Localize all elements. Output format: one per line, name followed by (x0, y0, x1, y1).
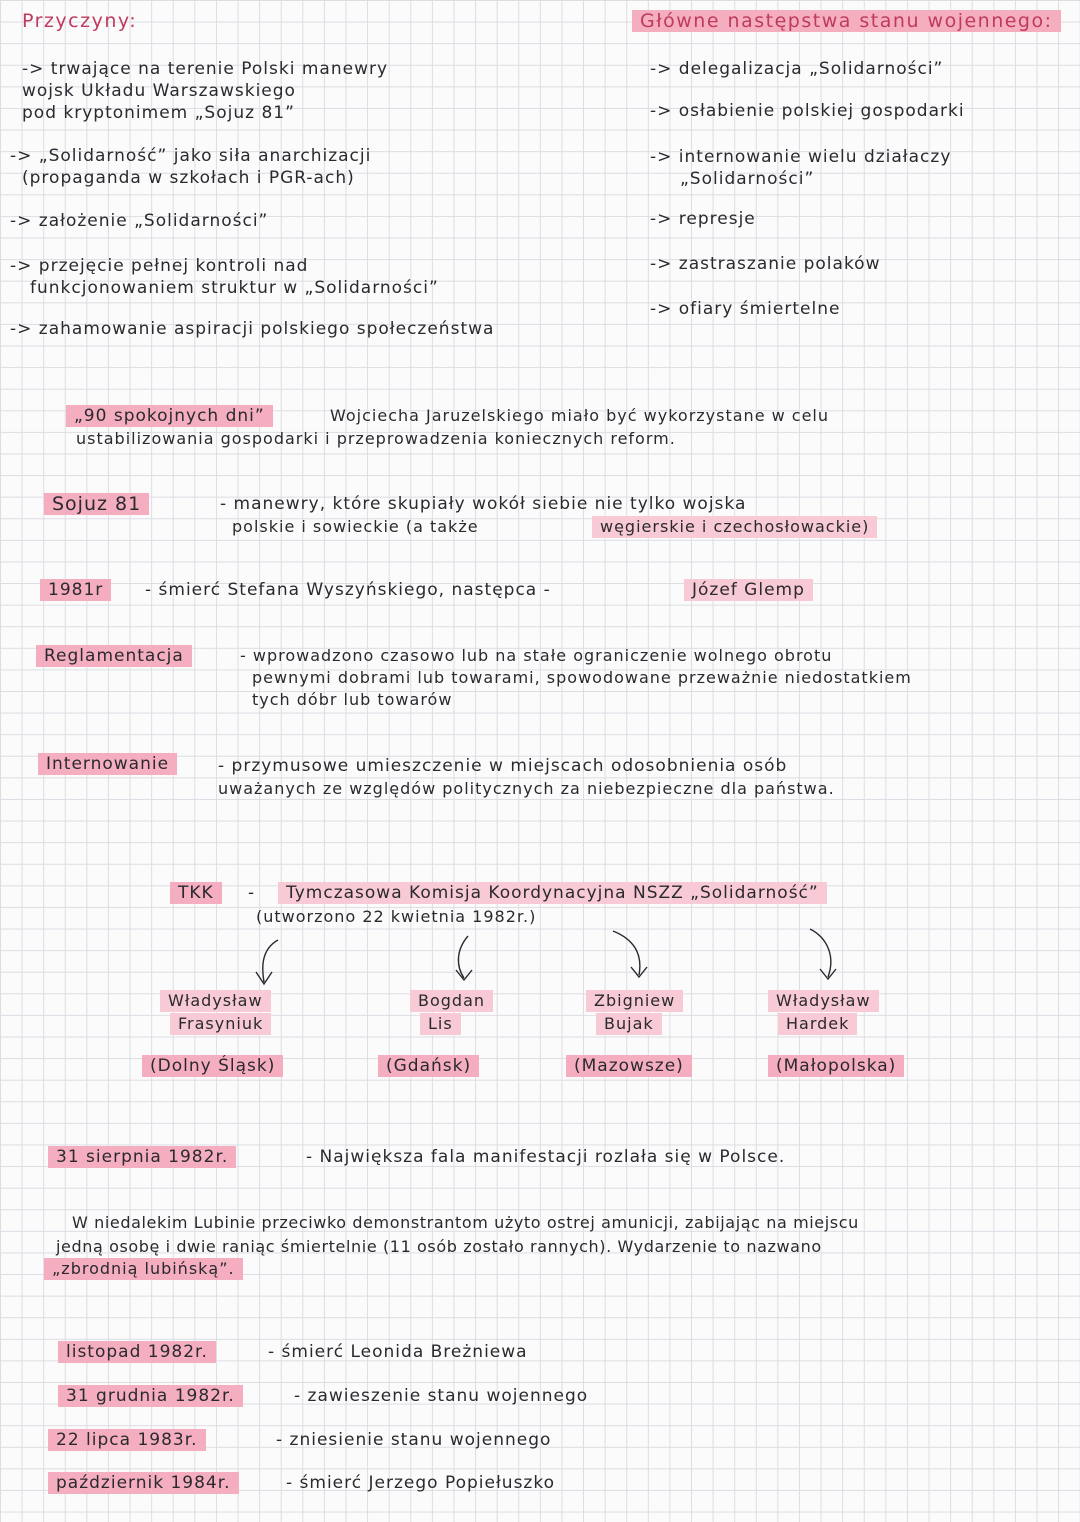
internowanie-line-1: - przymusowe umieszczenie w miejscach odosobnienia osób (218, 756, 788, 776)
timeline-4-date: październik 1984r. (48, 1472, 239, 1494)
effect-4: -> represje (650, 209, 756, 229)
cause-5: -> zahamowanie aspiracji polskiego społeczeństwa (10, 319, 495, 339)
ninety-days-line-2: ustabilizowania gospodarki i przeprowadzenia koniecznych reform. (76, 429, 676, 448)
leader-1-region: (Dolny Śląsk) (142, 1055, 283, 1077)
timeline-3-date: 22 lipca 1983r. (48, 1429, 206, 1451)
leader-2-region: (Gdańsk) (378, 1055, 479, 1077)
cause-3: -> założenie „Solidarności” (10, 211, 269, 231)
lubin-term: „zbrodnią lubińską”. (44, 1258, 243, 1280)
causes-heading: Przyczyny: (22, 10, 138, 32)
y1981-successor: Józef Glemp (684, 579, 813, 601)
effect-2: -> osłabienie polskiej gospodarki (650, 101, 965, 121)
tkk-full: Tymczasowa Komisja Koordynacyjna NSZZ „Solidarność” (278, 882, 827, 904)
leader-3-region: (Mazowsze) (566, 1055, 692, 1077)
cause-1-line-3: pod kryptonimem „Sojuz 81” (22, 103, 295, 123)
timeline-2-text: - zawieszenie stanu wojennego (294, 1386, 589, 1406)
sojuz-line-2b: węgierskie i czechosłowackie) (592, 516, 877, 538)
timeline-2-date: 31 grudnia 1982r. (58, 1385, 243, 1407)
y1981-term: 1981r (40, 579, 111, 601)
tkk-arrow-1 (240, 930, 290, 990)
aug31-date: 31 sierpnia 1982r. (48, 1146, 236, 1168)
cause-4-line-2: funkcjonowaniem struktur w „Solidarności” (30, 278, 439, 298)
effects-heading: Główne następstwa stanu wojennego: (632, 10, 1061, 32)
lubin-line-2: jedną osobę i dwie raniąc śmiertelnie (11 osób zostało rannych). Wydarzenie to nazwano (56, 1237, 822, 1256)
reglamentacja-line-2: pewnymi dobrami lub towarami, spowodowane przeważnie niedostatkiem (252, 668, 912, 687)
leader-1-last: Frasyniuk (170, 1013, 271, 1035)
leader-2-last: Lis (420, 1013, 461, 1035)
cause-2-line-2: (propaganda w szkołach i PGR-ach) (22, 168, 355, 188)
leader-4-region: (Małopolska) (768, 1055, 904, 1077)
effect-3-line-1: -> internowanie wielu działaczy (650, 147, 952, 167)
leader-3-first: Zbigniew (586, 990, 683, 1012)
internowanie-term: Internowanie (38, 753, 177, 775)
timeline-1-text: - śmierć Leonida Breżniewa (268, 1342, 528, 1362)
timeline-3-text: - zniesienie stanu wojennego (276, 1430, 552, 1450)
effect-1: -> delegalizacja „Solidarności” (650, 59, 944, 79)
sojuz-line-2a: polskie i sowieckie (a także (232, 517, 479, 536)
effect-6: -> ofiary śmiertelne (650, 299, 841, 319)
ninety-days-term: „90 spokojnych dni” (66, 405, 273, 427)
cause-1-line-2: wojsk Układu Warszawskiego (22, 81, 296, 101)
reglamentacja-term: Reglamentacja (36, 645, 192, 667)
tkk-dash: - (248, 883, 256, 903)
leader-4-last: Hardek (778, 1013, 857, 1035)
cause-2-line-1: -> „Solidarność” jako siła anarchizacji (10, 146, 372, 166)
sojuz-line-1: - manewry, które skupiały wokół siebie nie tylko wojska (220, 494, 747, 514)
cause-1-line-1: -> trwające na terenie Polski manewry (22, 59, 389, 79)
tkk-created: (utworzono 22 kwietnia 1982r.) (256, 907, 537, 926)
tkk-arrow-3 (605, 925, 655, 985)
sojuz-term: Sojuz 81 (44, 493, 149, 515)
timeline-1-date: listopad 1982r. (58, 1341, 216, 1363)
leader-2-first: Bogdan (410, 990, 493, 1012)
reglamentacja-line-1: - wprowadzono czasowo lub na stałe ograniczenie wolnego obrotu (240, 646, 833, 665)
tkk-arrow-4 (800, 925, 850, 985)
tkk-arrow-2 (440, 930, 490, 990)
lubin-line-1: W niedalekim Lubinie przeciwko demonstrantom użyto ostrej amunicji, zabijając na miejscu (72, 1213, 859, 1232)
y1981-text: - śmierć Stefana Wyszyńskiego, następca - (145, 580, 551, 600)
effect-3-line-2: „Solidarności” (680, 169, 815, 189)
leader-4-first: Władysław (768, 990, 879, 1012)
tkk-abbr: TKK (170, 882, 222, 904)
leader-1-first: Władysław (160, 990, 271, 1012)
cause-4-line-1: -> przejęcie pełnej kontroli nad (10, 256, 309, 276)
reglamentacja-line-3: tych dóbr lub towarów (252, 690, 453, 709)
timeline-4-text: - śmierć Jerzego Popiełuszko (286, 1473, 555, 1493)
ninety-days-line-1: Wojciecha Jaruzelskiego miało być wykorzystane w celu (330, 406, 830, 425)
effect-5: -> zastraszanie polaków (650, 254, 881, 274)
aug31-text: - Największa fala manifestacji rozlała się w Polsce. (306, 1147, 786, 1167)
internowanie-line-2: uważanych ze względów politycznych za niebezpieczne dla państwa. (218, 779, 835, 798)
leader-3-last: Bujak (596, 1013, 662, 1035)
